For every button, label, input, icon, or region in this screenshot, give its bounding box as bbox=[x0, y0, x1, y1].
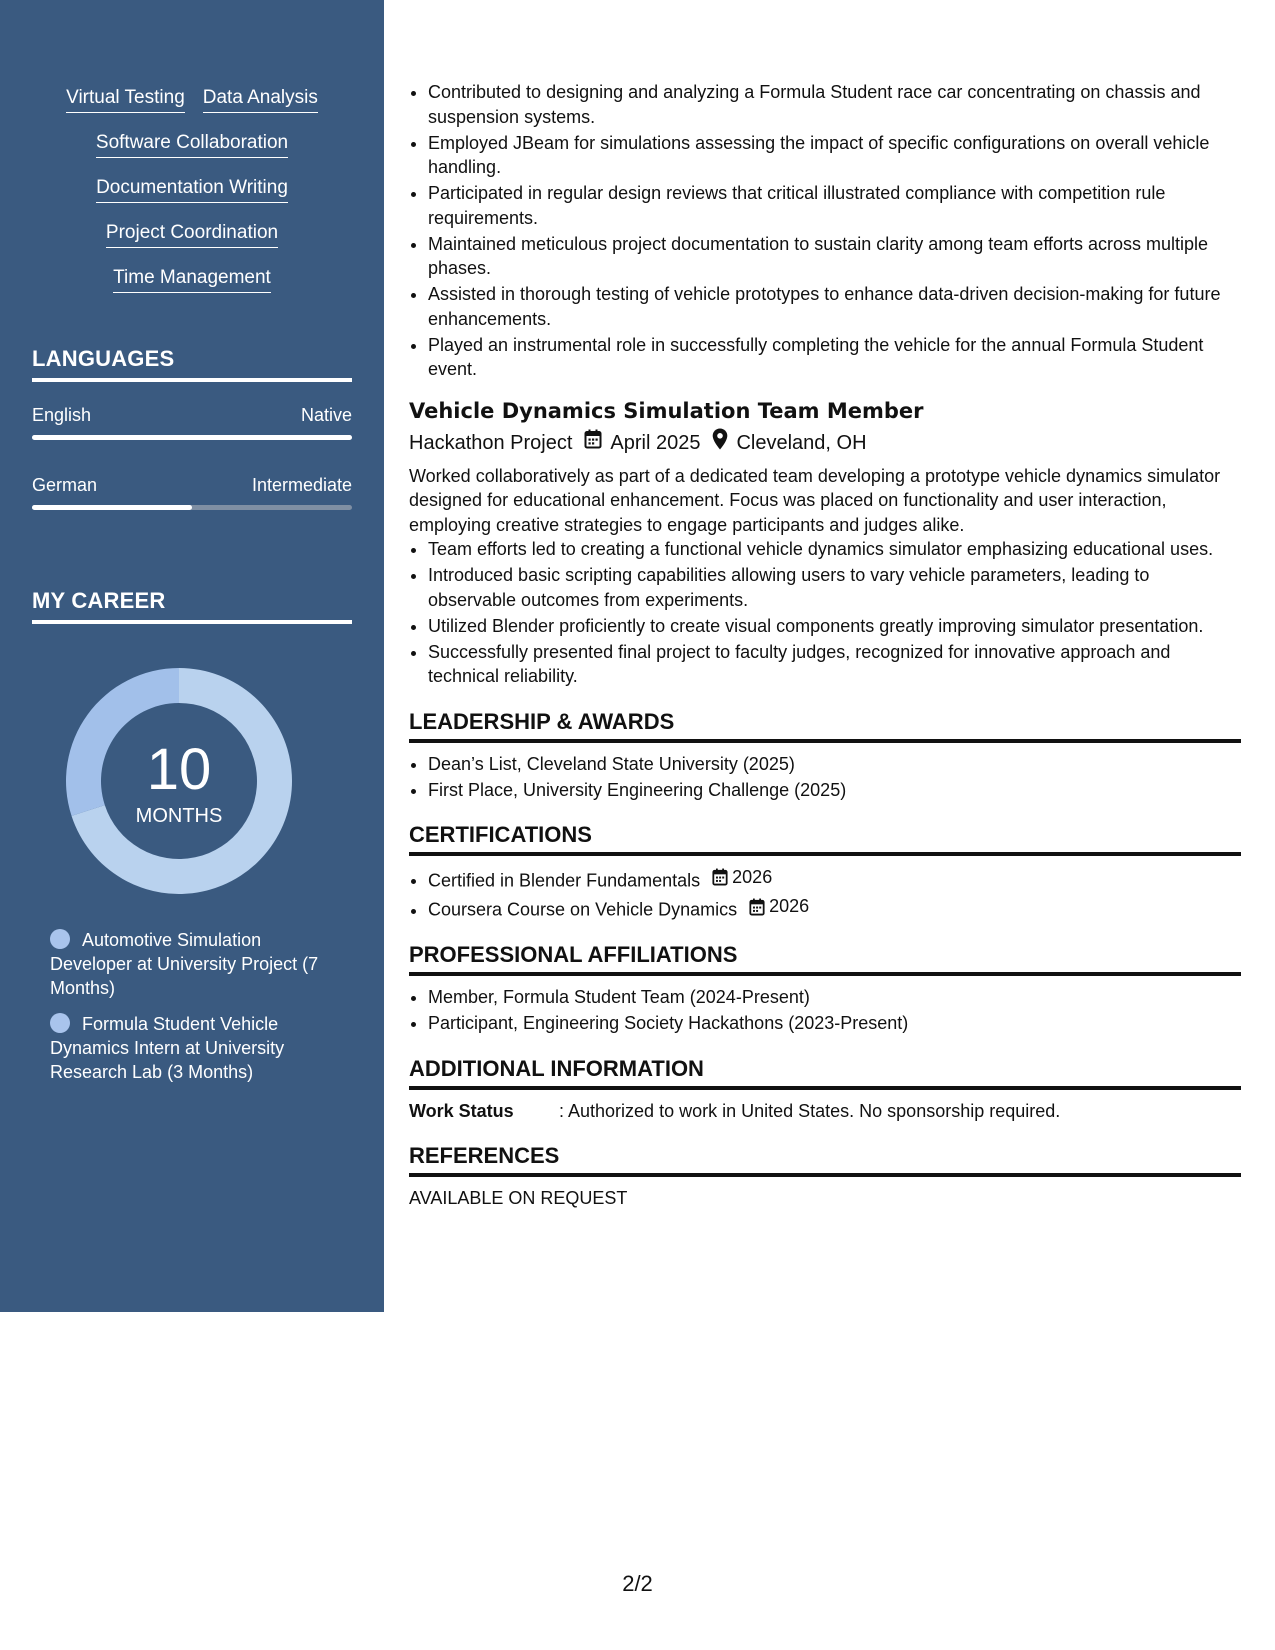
certification-name: Coursera Course on Vehicle Dynamics bbox=[428, 899, 738, 920]
job-date: April 2025 bbox=[610, 431, 701, 454]
career-total-unit: MONTHS bbox=[135, 805, 223, 827]
additional-info-heading: ADDITIONAL INFORMATION bbox=[409, 1056, 1241, 1090]
legend-dot-icon bbox=[50, 1013, 70, 1033]
skill-tag: Project Coordination bbox=[106, 221, 278, 248]
language-bar bbox=[32, 435, 352, 440]
bullet-item: • Successfully presented final project to faculty judges, recognized for innovative approach and technical reliability. bbox=[428, 640, 1241, 689]
languages-heading: LANGUAGES bbox=[32, 346, 352, 382]
skill-tag: Data Analysis bbox=[203, 86, 318, 113]
language-level: Intermediate bbox=[251, 475, 352, 495]
list-item: • Participant, Engineering Society Hackathons (2023-Present) bbox=[428, 1011, 1241, 1036]
location-pin-icon bbox=[712, 428, 728, 458]
skill-row bbox=[32, 221, 352, 266]
certification-name: Certified in Blender Fundamentals bbox=[428, 870, 701, 891]
list-item: • First Place, University Engineering Challenge (2025) bbox=[428, 778, 1241, 803]
job-meta bbox=[409, 428, 1241, 458]
certification-year: 2026 bbox=[769, 896, 810, 917]
bullet-item: • Participated in regular design reviews that critical illustrated compliance with competition rule requirements. bbox=[428, 181, 1241, 230]
calendar-icon bbox=[584, 429, 602, 457]
skill-row bbox=[32, 131, 352, 176]
language-english bbox=[32, 404, 352, 440]
certification-item bbox=[428, 865, 1241, 893]
bullet-item: • Team efforts led to creating a functional vehicle dynamics simulator emphasizing educational uses. bbox=[428, 537, 1241, 562]
list-item: • Member, Formula Student Team (2024-Present) bbox=[428, 985, 1241, 1010]
calendar-icon bbox=[712, 868, 728, 886]
language-level: Native bbox=[300, 405, 352, 425]
legend-dot-icon bbox=[50, 929, 70, 949]
career-legend bbox=[50, 928, 330, 1096]
language-bar bbox=[32, 505, 352, 510]
language-name: English bbox=[32, 405, 92, 425]
bullet-item: • Introduced basic scripting capabilities allowing users to vary vehicle parameters, leading to observable outcomes from experiments. bbox=[428, 563, 1241, 612]
bullet-item: • Employed JBeam for simulations assessing the impact of specific configurations on overall vehicle handling. bbox=[428, 131, 1241, 180]
language-row bbox=[32, 474, 352, 496]
job-location: Cleveland, OH bbox=[736, 431, 867, 454]
job-description: Worked collaboratively as part of a dedicated team developing a prototype vehicle dynamics simulator designed for educational enhancement. Focus was placed on functionality and user interaction, employing creative strategies to engage participants and judges alike. bbox=[409, 465, 1221, 535]
skill-row bbox=[32, 266, 352, 311]
experience-bullets bbox=[409, 80, 1241, 382]
bullet-item: • Utilized Blender proficiently to create visual components greatly improving simulator presentation. bbox=[428, 614, 1241, 639]
job-title: Vehicle Dynamics Simulation Team Member bbox=[409, 398, 924, 423]
certification-date bbox=[749, 894, 809, 919]
list-item: • Dean’s List, Cleveland State University (2025) bbox=[428, 752, 1241, 777]
language-bar-fill bbox=[32, 505, 192, 510]
leadership-list bbox=[409, 752, 1241, 803]
language-row bbox=[32, 404, 352, 426]
bullet-item: • Maintained meticulous project documentation to sustain clarity among team efforts across multiple phases. bbox=[428, 232, 1241, 281]
career-item bbox=[50, 928, 330, 1000]
job-bullets bbox=[409, 537, 1241, 689]
main-content bbox=[409, 80, 1241, 1211]
skills-list bbox=[32, 86, 352, 311]
bullet-item: • Assisted in thorough testing of vehicle prototypes to enhance data-driven decision-making for future enhancements. bbox=[428, 282, 1241, 331]
job-company: Hackathon Project bbox=[409, 431, 573, 454]
references-heading: REFERENCES bbox=[409, 1143, 1241, 1177]
language-bar-fill bbox=[32, 435, 352, 440]
affiliations-heading: PROFESSIONAL AFFILIATIONS bbox=[409, 942, 1241, 976]
skill-tag: Virtual Testing bbox=[66, 86, 185, 113]
certification-year: 2026 bbox=[732, 867, 773, 887]
bullet-item: • Played an instrumental role in successfully completing the vehicle for the annual Formula Student event. bbox=[428, 333, 1241, 382]
skill-row bbox=[32, 86, 352, 131]
affiliations-list bbox=[409, 985, 1241, 1036]
career-heading: MY CAREER bbox=[32, 588, 352, 624]
certification-date bbox=[712, 865, 772, 890]
career-total-number: 10 bbox=[146, 737, 212, 802]
skill-tag: Documentation Writing bbox=[96, 176, 288, 203]
language-name: German bbox=[32, 475, 98, 495]
leadership-heading: LEADERSHIP & AWARDS bbox=[409, 709, 1241, 743]
career-item-text: Formula Student Vehicle Dynamics Intern at University Research Lab (3 Months) bbox=[50, 1014, 285, 1082]
skill-tag: Time Management bbox=[113, 266, 271, 293]
certification-item bbox=[428, 894, 1241, 922]
calendar-icon bbox=[749, 898, 765, 916]
certifications-list bbox=[409, 865, 1241, 922]
certifications-heading: CERTIFICATIONS bbox=[409, 822, 1241, 856]
work-status-label: Work Status bbox=[409, 1100, 514, 1121]
bullet-item: • Contributed to designing and analyzing a Formula Student race car concentrating on chassis and suspension systems. bbox=[428, 80, 1241, 129]
career-donut-chart bbox=[66, 668, 292, 894]
career-item-text: Automotive Simulation Developer at University Project (7 Months) bbox=[50, 930, 319, 998]
skill-row bbox=[32, 176, 352, 221]
sidebar bbox=[0, 0, 384, 1312]
career-item bbox=[50, 1012, 330, 1084]
work-status-value: : Authorized to work in United States. No sponsorship required. bbox=[559, 1100, 1061, 1121]
language-german bbox=[32, 474, 352, 510]
page-number: 2/2 bbox=[622, 1571, 653, 1596]
references-text: AVAILABLE ON REQUEST bbox=[409, 1188, 628, 1208]
work-status-row bbox=[409, 1099, 1241, 1124]
skill-tag: Software Collaboration bbox=[96, 131, 288, 158]
